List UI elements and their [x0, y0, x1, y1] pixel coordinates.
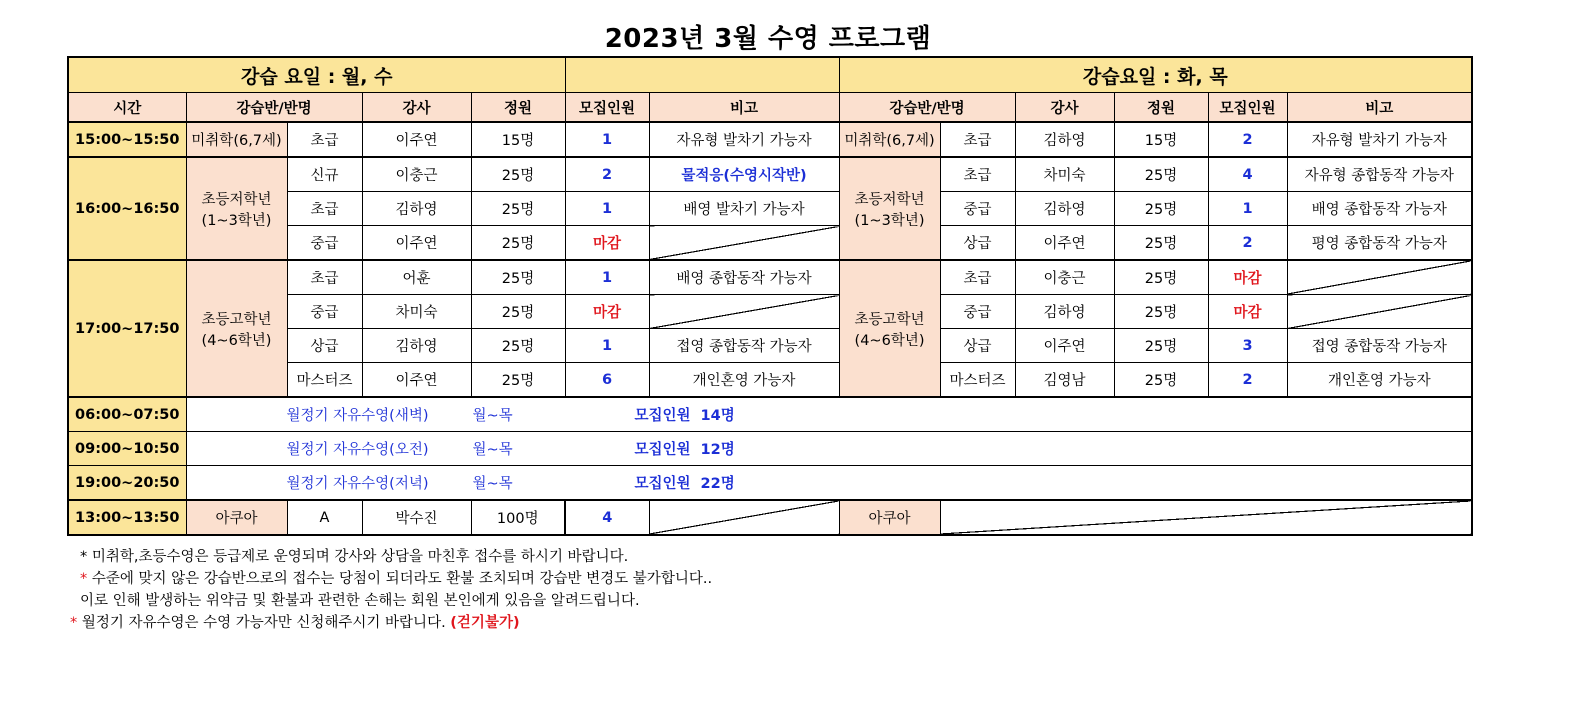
free-swim-info: [186, 466, 1472, 501]
note-text: 이로 인해 발생하는 위약금 및 환불과 관련한 손해는 회원 본인에게 있음을 알려드립니다.: [80, 593, 640, 609]
capacity-cell: 25명: [471, 260, 565, 295]
recruit-cell: 4: [1208, 157, 1287, 192]
left-schedule-header: 강습 요일 : 월, 수: [68, 57, 565, 93]
teacher-cell: 김하영: [1015, 122, 1114, 157]
note-line: [70, 546, 712, 568]
class-group: [839, 260, 940, 397]
teacher-cell: 이주연: [362, 226, 471, 261]
capacity-cell: 25명: [471, 157, 565, 192]
note-empty-slash: [649, 500, 839, 535]
recruit-cell: 2: [1208, 226, 1287, 261]
recruit-cell: 2: [1208, 363, 1287, 398]
recruit-cell: 1: [565, 260, 649, 295]
note-line: [70, 568, 712, 590]
note-warning: (걷기불가): [450, 615, 520, 631]
class-level: 초급: [940, 157, 1015, 192]
capacity-cell: 25명: [471, 363, 565, 398]
capacity-cell: 25명: [1114, 363, 1208, 398]
capacity-cell: 25명: [1114, 329, 1208, 363]
capacity-cell: 15명: [1114, 122, 1208, 157]
header-blank: [565, 57, 839, 93]
note-text: 미취학,초등수영은 등급제로 운영되며 강사와 상담을 마친후 접수를 하시기 바랍니다.: [87, 549, 629, 565]
time-cell: 09:00~10:50: [68, 432, 186, 466]
teacher-cell: 이주연: [1015, 226, 1114, 261]
class-level: 초급: [287, 122, 362, 157]
note-line: [70, 612, 712, 634]
class-level: 초급: [287, 192, 362, 226]
class-level: 마스터즈: [287, 363, 362, 398]
class-group: 미취학(6,7세): [839, 122, 940, 157]
note-empty-slash: [1287, 295, 1472, 329]
class-group-grade: (4~6학년): [854, 332, 925, 349]
recruit-cell: 4: [565, 500, 649, 535]
teacher-cell: 김하영: [1015, 295, 1114, 329]
time-cell: 19:00~20:50: [68, 466, 186, 501]
col-class-left: 강습반/반명: [186, 93, 362, 123]
teacher-cell: 이충근: [362, 157, 471, 192]
col-capacity-left: 정원: [471, 93, 565, 123]
note-cell: 자유형 발차기 가능자: [1287, 122, 1472, 157]
recruit-cell: 2: [1208, 122, 1287, 157]
note-cell: 평영 종합동작 가능자: [1287, 226, 1472, 261]
table-row: [68, 157, 1472, 192]
table-row: [68, 122, 1472, 157]
free-swim-days: 월~목: [472, 476, 513, 492]
class-level: 중급: [940, 295, 1015, 329]
time-cell: 06:00~07:50: [68, 397, 186, 432]
class-level: 중급: [287, 295, 362, 329]
teacher-cell: 김하영: [1015, 192, 1114, 226]
class-level: A: [287, 500, 362, 535]
note-cell: 자유형 종합동작 가능자: [1287, 157, 1472, 192]
capacity-cell: 25명: [471, 295, 565, 329]
col-time: 시간: [68, 93, 186, 123]
free-swim-label: 모집인원: [634, 408, 691, 424]
recruit-cell: 1: [565, 122, 649, 157]
right-schedule-header: 강습요일 : 화, 목: [839, 57, 1472, 93]
teacher-cell: 이주연: [362, 363, 471, 398]
class-level: 마스터즈: [940, 363, 1015, 398]
capacity-cell: 15명: [471, 122, 565, 157]
table-row: [68, 260, 1472, 295]
free-swim-days: 월~목: [472, 442, 513, 458]
free-swim-count: 14명: [700, 408, 735, 424]
class-group: 아쿠아: [839, 500, 940, 535]
note-cell: 배영 종합동작 가능자: [649, 260, 839, 295]
col-teacher-right: 강사: [1015, 93, 1114, 123]
recruit-cell: 3: [1208, 329, 1287, 363]
class-group: [839, 157, 940, 260]
note-text: 월정기 자유수영은 수영 가능자만 신청해주시기 바랍니다.: [77, 615, 451, 631]
capacity-cell: 100명: [471, 500, 565, 535]
free-swim-info: [186, 432, 1472, 466]
capacity-cell: 25명: [1114, 192, 1208, 226]
recruit-cell: 1: [1208, 192, 1287, 226]
free-swim-label: 모집인원: [634, 476, 691, 492]
capacity-cell: 25명: [1114, 157, 1208, 192]
col-class-right: 강습반/반명: [839, 93, 1015, 123]
free-swim-label: 모집인원: [634, 442, 691, 458]
col-note-right: 비고: [1287, 93, 1472, 123]
teacher-cell: 이주연: [1015, 329, 1114, 363]
class-level: 신규: [287, 157, 362, 192]
capacity-cell: 25명: [1114, 260, 1208, 295]
teacher-cell: 김하영: [362, 329, 471, 363]
teacher-cell: 이주연: [362, 122, 471, 157]
class-level: 초급: [940, 260, 1015, 295]
free-swim-row: [68, 397, 1472, 432]
class-level: 상급: [940, 329, 1015, 363]
class-group: 미취학(6,7세): [186, 122, 287, 157]
page-title: 2023년 3월 수영 프로그램: [604, 24, 932, 54]
class-level: 상급: [287, 329, 362, 363]
capacity-cell: 25명: [471, 192, 565, 226]
recruit-closed: 마감: [1208, 295, 1287, 329]
note-cell: 자유형 발차기 가능자: [649, 122, 839, 157]
col-recruit-right: 모집인원: [1208, 93, 1287, 123]
class-group: [186, 260, 287, 397]
note-cell: 접영 종합동작 가능자: [1287, 329, 1472, 363]
time-cell: 16:00~16:50: [68, 157, 186, 260]
capacity-cell: 25명: [471, 329, 565, 363]
teacher-cell: 김하영: [362, 192, 471, 226]
note-cell: 개인혼영 가능자: [1287, 363, 1472, 398]
time-cell: 17:00~17:50: [68, 260, 186, 397]
teacher-cell: 차미숙: [1015, 157, 1114, 192]
note-cell: 개인혼영 가능자: [649, 363, 839, 398]
col-teacher-left: 강사: [362, 93, 471, 123]
class-group-name: 초등고학년: [201, 311, 272, 328]
capacity-cell: 25명: [1114, 226, 1208, 261]
class-group-name: 초등저학년: [854, 191, 925, 208]
class-group-name: 초등고학년: [854, 311, 925, 328]
class-level: 초급: [940, 122, 1015, 157]
class-group-grade: (1~3학년): [201, 212, 272, 229]
note-text: 수준에 맞지 않은 강습반으로의 접수는 당첨이 되더라도 환불 조치되며 강습반 변경도 불가합니다..: [87, 571, 713, 587]
capacity-cell: 25명: [1114, 295, 1208, 329]
class-group-grade: (4~6학년): [201, 332, 272, 349]
note-cell: 배영 종합동작 가능자: [1287, 192, 1472, 226]
col-capacity-right: 정원: [1114, 93, 1208, 123]
note-bullet: *: [70, 615, 78, 631]
free-swim-count: 22명: [700, 476, 735, 492]
class-group-name: 초등저학년: [201, 191, 272, 208]
class-group: [186, 157, 287, 260]
note-cell: 물적응(수영시작반): [649, 157, 839, 192]
teacher-cell: 차미숙: [362, 295, 471, 329]
notes: [70, 546, 712, 634]
aqua-row: [68, 500, 1472, 535]
recruit-cell: 1: [565, 329, 649, 363]
free-swim-count: 12명: [700, 442, 735, 458]
class-level: 중급: [940, 192, 1015, 226]
free-swim-name: 월정기 자유수영(저녁): [286, 476, 429, 492]
time-cell: 13:00~13:50: [68, 500, 186, 535]
schedule-table: [67, 56, 1473, 536]
recruit-closed: 마감: [565, 295, 649, 329]
note-cell: 접영 종합동작 가능자: [649, 329, 839, 363]
note-bullet: *: [80, 549, 88, 565]
teacher-cell: 김영남: [1015, 363, 1114, 398]
free-swim-info: [186, 397, 1472, 432]
note-line: [70, 590, 712, 612]
free-swim-name: 월정기 자유수영(새벽): [286, 408, 429, 424]
recruit-cell: 2: [565, 157, 649, 192]
aqua-empty-slash: [940, 500, 1472, 535]
free-swim-days: 월~목: [472, 408, 513, 424]
teacher-cell: 박수진: [362, 500, 471, 535]
recruit-cell: 1: [565, 192, 649, 226]
note-empty-slash: [649, 226, 839, 261]
teacher-cell: 이충근: [1015, 260, 1114, 295]
note-empty-slash: [1287, 260, 1472, 295]
note-empty-slash: [649, 295, 839, 329]
recruit-closed: 마감: [1208, 260, 1287, 295]
class-level: 중급: [287, 226, 362, 261]
teacher-cell: 어훈: [362, 260, 471, 295]
note-bullet: *: [80, 571, 88, 587]
class-group: 아쿠아: [186, 500, 287, 535]
class-level: 상급: [940, 226, 1015, 261]
recruit-cell: 6: [565, 363, 649, 398]
col-recruit-left: 모집인원: [565, 93, 649, 123]
free-swim-name: 월정기 자유수영(오전): [286, 442, 429, 458]
recruit-closed: 마감: [565, 226, 649, 261]
capacity-cell: 25명: [471, 226, 565, 261]
time-cell: 15:00~15:50: [68, 122, 186, 157]
class-group-grade: (1~3학년): [854, 212, 925, 229]
free-swim-row: [68, 466, 1472, 501]
note-cell: 배영 발차기 가능자: [649, 192, 839, 226]
free-swim-row: [68, 432, 1472, 466]
col-note-left: 비고: [649, 93, 839, 123]
class-level: 초급: [287, 260, 362, 295]
